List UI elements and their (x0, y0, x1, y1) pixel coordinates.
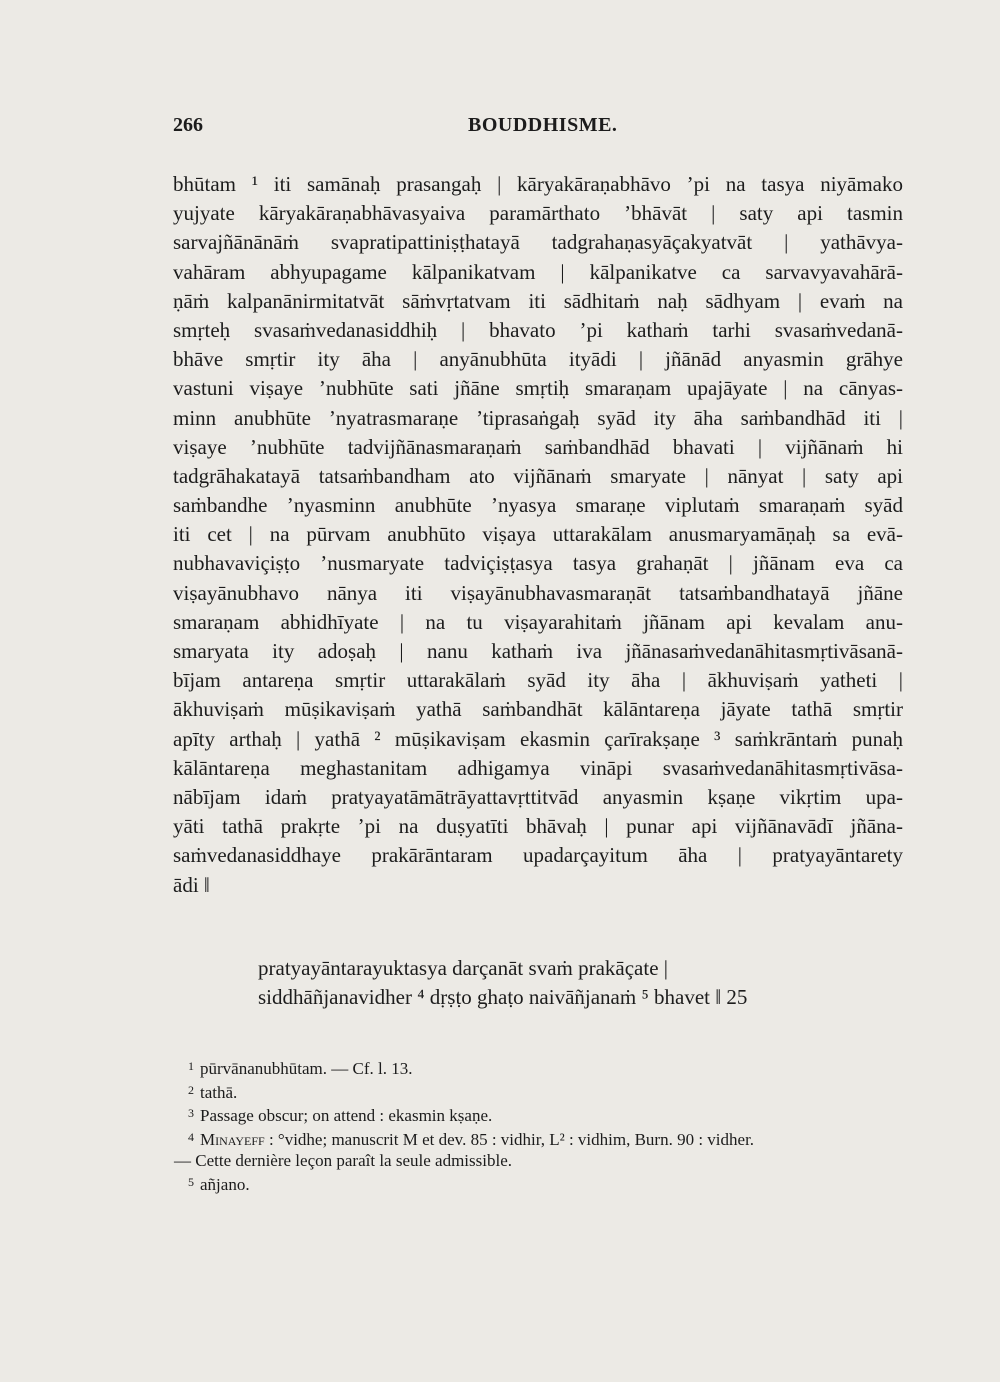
footnote (188, 1056, 908, 1080)
text-line: viṣayānubhavo nānya iti viṣayānubhavasmaraṇāt tatsaṁbandhatayā jñāne (173, 580, 903, 605)
footnote-mark: 4 (188, 1129, 194, 1144)
verse-line: siddhāñjanavidher ⁴ dṛṣṭo ghaṭo naivāñjanaṁ ⁵ bhavet ‖ 25 (258, 985, 748, 1010)
footnote (188, 1103, 908, 1127)
body-text (173, 170, 903, 900)
footnote-text: pūrvānanubhūtam. — Cf. l. 13. (200, 1059, 413, 1078)
text-line: bhāve smṛtir ity āha | anyānubhūta ityādi | jñānād anyasmin grāhye (173, 347, 903, 372)
text-line: smaraṇam abhidhīyate | na tu viṣayarahitaṁ jñānam api kevalam anu- (173, 609, 903, 634)
footnotes (174, 1056, 908, 1195)
text-line: saṁbandhe ’nyasminn anubhūte ’nyasya smaraṇe viplutaṁ smaraṇaṁ syād (173, 493, 903, 518)
footnote-mark: 5 (188, 1174, 194, 1189)
page-number: 266 (173, 114, 203, 136)
text-line: tadgrāhakatayā tatsaṁbandham ato vijñānaṁ smaryate | nānyat | saty api (173, 463, 903, 488)
footnote (188, 1080, 908, 1104)
text-line: bhūtam ¹ iti samānaḥ prasangaḥ | kāryakāraṇabhāvo ’pi na tasya niyāmako (173, 172, 903, 196)
text-line: iti cet | na pūrvam anubhūto viṣaya uttarakālam anusmaryamāṇaḥ sa evā- (173, 522, 903, 547)
text-line: kālāntareṇa meghastanitam adhigamya vināpi svasaṁvedanāhitasmṛtivāsa- (173, 755, 903, 780)
text-line: smṛteḥ svasaṁvedanasiddhiḥ | bhavato ’pi kathaṁ tarhi svasaṁvedanā- (173, 317, 903, 342)
footnote (188, 1127, 908, 1151)
verse-line: pratyayāntarayuktasya darçanāt svaṁ prakāçate | (258, 956, 668, 980)
running-head: BOUDDHISME. (468, 114, 618, 136)
text-line: ādi ‖ (173, 872, 210, 897)
footnote-author: Minayeff (200, 1129, 265, 1149)
footnote-text: tathā. (200, 1082, 238, 1102)
text-line: nābījam idaṁ pratyayatāmātrāyattavṛttitvād anyasmin kṣaṇe vikṛtim upa- (173, 784, 903, 809)
text-line: minn anubhūte ’nyatrasmaraṇe ’tiprasaṅgaḥ syād ity āha saṁbandhād iti | (173, 405, 903, 430)
footnote-mark: 3 (188, 1106, 194, 1120)
page-header (0, 114, 1000, 144)
footnote-text: : °vidhe; manuscrit M et dev. 85 : vidhir, L² : vidhim, Burn. 90 : vidher. (264, 1129, 755, 1149)
text-line: ākhuviṣaṁ mūṣikaviṣaṁ yathā saṁbandhāt kālāntareṇa jāyate tathā smṛtir (173, 697, 903, 722)
footnote (188, 1172, 908, 1196)
text-line: smaryata ity adoṣaḥ | nanu kathaṁ iva jñānasaṁvedanāhitasmṛtivāsanā- (173, 639, 903, 663)
text-line: vahāram abhyupagame kālpanikatvam | kālpanikatve ca sarvavyavahārā- (173, 259, 903, 284)
text-line: yujyate kāryakāraṇabhāvasyaiva paramārthato ’bhāvāt | saty api tasmin (173, 201, 903, 226)
text-line: saṁvedanasiddhaye prakārāntaram upadarçayitum āha | pratyayāntarety (173, 843, 903, 868)
text-line: bījam antareṇa smṛtir uttarakālaṁ syād ity āha | ākhuviṣaṁ yatheti | (173, 668, 903, 693)
text-line: ṇāṁ kalpanānirmitatvāt sāṁvṛtatvam iti sādhitaṁ naḥ sādhyam | evaṁ na (173, 288, 903, 313)
verse-block (258, 954, 898, 1012)
footnote-mark: 1 (188, 1059, 194, 1073)
footnote-text: — Cette dernière leçon paraît la seule admissible. (174, 1151, 512, 1170)
text-line: vastuni viṣaye ’nubhūte sati jñāne smṛtiḥ smaraṇam upajāyate | na cānyas- (173, 376, 903, 401)
text-line: apīty arthaḥ | yathā ² mūṣikaviṣam ekasmin çarīrakṣaṇe ³ saṁkrāntaṁ punaḥ (173, 726, 903, 751)
text-line: sarvajñānānāṁ svapratipattiniṣṭhatayā tadgrahaṇasyāçakyatvāt | yathāvya- (173, 230, 903, 255)
footnote-text: añjano. (200, 1174, 250, 1194)
footnote-mark: 2 (188, 1082, 194, 1097)
footnote-continuation (174, 1150, 908, 1172)
text-line: viṣaye ’nubhūte tadvijñānasmaraṇaṁ saṁbandhād bhavati | vijñānaṁ hi (173, 434, 903, 459)
text-line: nubhavaviçiṣṭo ’nusmaryate tadviçiṣṭasya tasya grahaṇāt | jñānam eva ca (173, 551, 903, 576)
footnote-text: Passage obscur; on attend : ekasmin kṣaṇe. (200, 1106, 493, 1125)
text-line: yāti tathā prakṛte ’pi na duṣyatīti bhāvaḥ | punar api vijñānavādī jñāna- (173, 814, 903, 839)
